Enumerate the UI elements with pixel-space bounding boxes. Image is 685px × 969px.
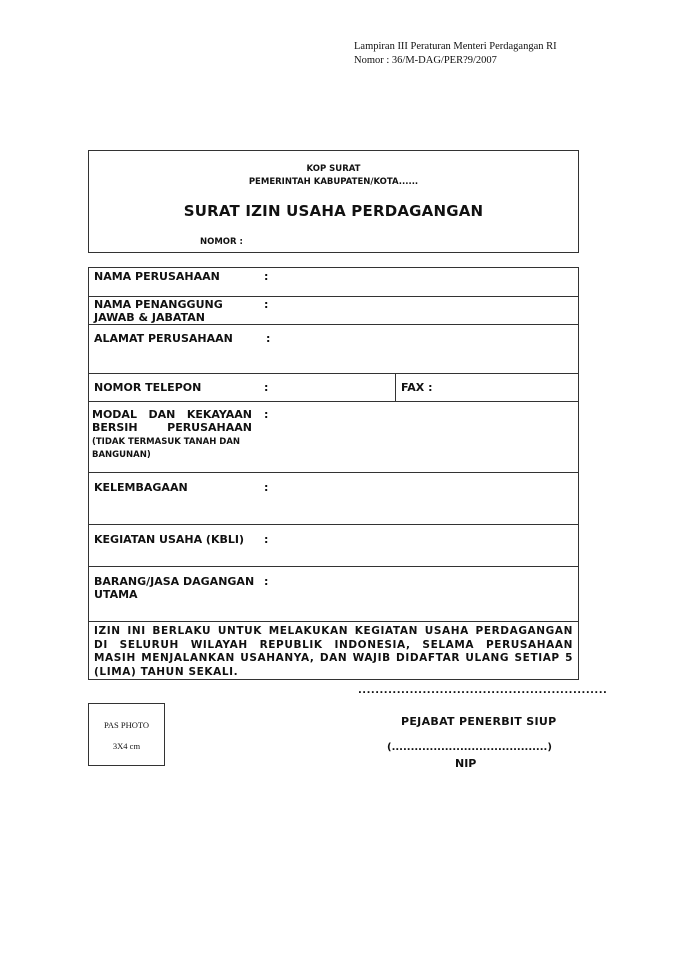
signature-place-date-line: ..........................................................: [358, 685, 608, 696]
document-title: SURAT IZIN USAHA PERDAGANGAN: [183, 202, 484, 220]
nomor-label: NOMOR :: [200, 237, 243, 247]
row-kegiatan: [89, 524, 578, 567]
letterhead-box: [88, 150, 579, 253]
row-alamat: [89, 324, 578, 374]
fax-divider: [395, 373, 396, 401]
validity-notice: IZIN INI BERLAKU UNTUK MELAKUKAN KEGIATAN USAHA PERDAGANGAN DI SELURUH WILAYAH REPUBLIK INDONESIA, SELAMA PERUSAHAAN MASIH MENJALANKAN USAHANYA, DAN WAJIB DIDAFTAR ULANG SETIAP 5 (LIMA) TAHUN SEKALI.: [94, 625, 573, 678]
colon: :: [264, 270, 269, 283]
photo-box: [88, 703, 165, 766]
photo-label: PAS PHOTO: [103, 720, 150, 730]
nip-label: NIP: [455, 757, 477, 770]
label-modal-2: BERSIH PERUSAHAAN: [92, 421, 252, 434]
row-penanggung-jawab: [89, 296, 578, 325]
colon: :: [264, 533, 269, 546]
label-telepon: NOMOR TELEPON: [94, 381, 202, 394]
official-name-placeholder: (.........................................): [387, 742, 552, 753]
label-kegiatan: KEGIATAN USAHA (KBLI): [94, 533, 244, 546]
colon: :: [264, 575, 269, 588]
reference-line-2: Nomor : 36/M-DAG/PER?9/2007: [354, 55, 497, 66]
label-kelembagaan: KELEMBAGAAN: [94, 481, 188, 494]
label-penanggung-1: NAMA PENANGGUNG: [94, 298, 223, 311]
label-fax: FAX :: [401, 381, 433, 394]
colon: :: [264, 381, 269, 394]
colon: :: [264, 408, 269, 421]
colon: :: [264, 481, 269, 494]
label-barang-2: UTAMA: [94, 588, 138, 601]
row-notice: [89, 621, 578, 679]
official-title: PEJABAT PENERBIT SIUP: [401, 715, 557, 728]
label-modal-4: BANGUNAN): [92, 450, 151, 460]
reference-line-1: Lampiran III Peraturan Menteri Perdagangan RI: [354, 41, 557, 52]
label-modal-1: MODAL DAN KEKAYAAN: [92, 408, 252, 421]
row-telepon: [89, 373, 578, 402]
label-barang-1: BARANG/JASA DAGANGAN: [94, 575, 255, 588]
siup-form: [88, 267, 579, 680]
colon: :: [266, 332, 271, 345]
label-penanggung-2: JAWAB & JABATAN: [94, 311, 205, 324]
row-nama-perusahaan: [89, 268, 578, 297]
label-alamat: ALAMAT PERUSAHAAN: [94, 332, 233, 345]
label-modal-3: (TIDAK TERMASUK TANAH DAN: [92, 437, 241, 447]
colon: :: [264, 298, 269, 311]
row-modal: [89, 401, 578, 473]
photo-size: 3X4 cm: [112, 741, 141, 751]
kop-surat: KOP SURAT: [306, 164, 361, 174]
row-barang-jasa: [89, 566, 578, 622]
government-name: PEMERINTAH KABUPATEN/KOTA......: [248, 177, 419, 187]
label-nama-perusahaan: NAMA PERUSAHAAN: [94, 270, 220, 283]
regulation-reference: [354, 40, 557, 68]
row-kelembagaan: [89, 472, 578, 525]
